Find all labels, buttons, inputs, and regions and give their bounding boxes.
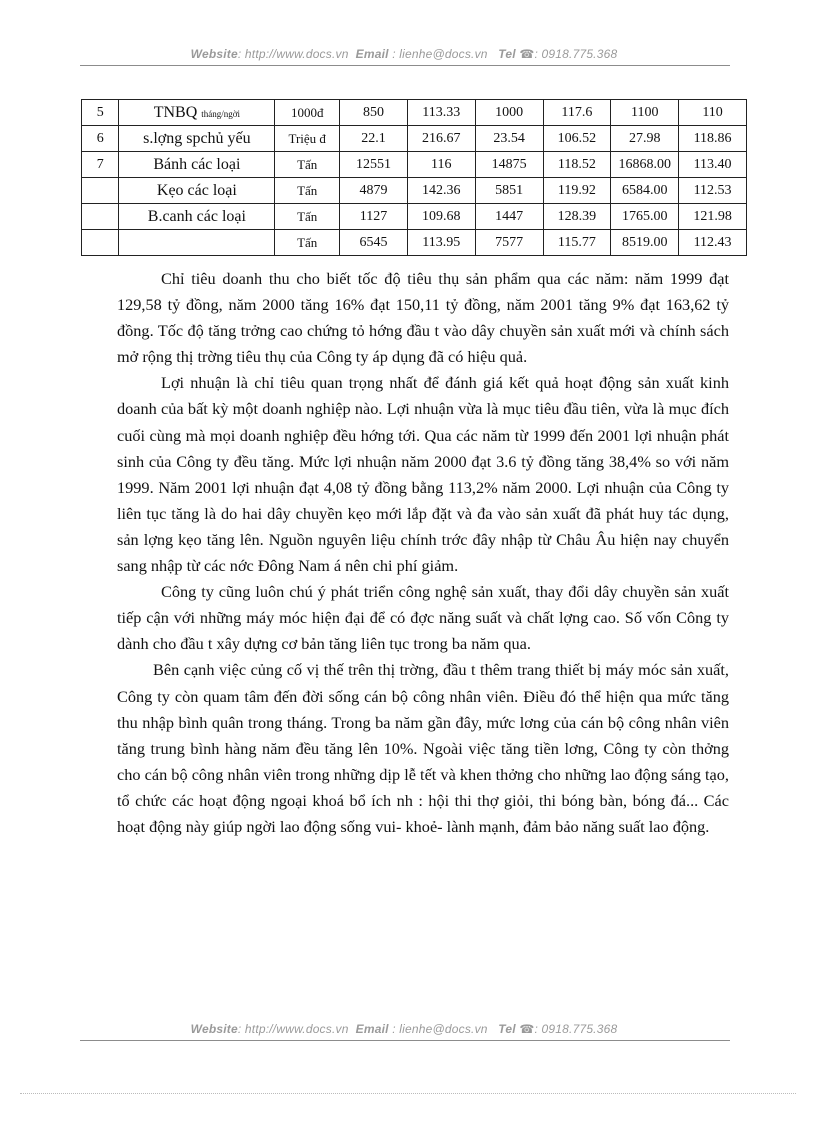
header-divider [80,65,730,66]
value-cell: 7577 [475,230,543,256]
value-cell: 1000 [475,100,543,126]
value-cell: 118.86 [679,126,747,152]
row-index-cell: 6 [82,126,119,152]
unit-cell: Tấn [275,230,340,256]
table-row [82,178,747,204]
body-text [117,266,729,840]
value-cell: 23.54 [475,126,543,152]
value-cell: 12551 [340,152,408,178]
tel-label: Tel [498,47,516,61]
item-name: Bánh các loại [153,155,241,173]
value-cell: 116 [407,152,475,178]
paragraph: Công ty cũng luôn chú ý phát triển công nghệ sản xuất, thay đổi dây chuyền sản xuất tiếp cận với những máy móc hiện đại để có đợc năng suất và chất lợng cao. Số vốn Công ty dành cho đầu t xây dựng cơ bản tăng liên tục trong ba năm qua. [117,582,729,654]
item-name-cell [119,100,275,126]
website-value: : http://www.docs.vn [237,47,349,61]
value-cell: 119.92 [543,178,611,204]
item-name-cell [119,178,275,204]
value-cell: 106.52 [543,126,611,152]
row-index-cell [82,230,119,256]
paragraph: Chỉ tiêu doanh thu cho biết tốc độ tiêu thụ sản phẩm qua các năm: năm 1999 đạt 129,58 tỷ đồng, năm 2000 tăng 16% đạt 150,11 tỷ đồng, năm 2001 tăng 9% đạt 163,62 tỷ đồng. Tốc độ tăng trởng cao chứng tỏ hớng đầu t vào dây chuyền sản xuất mới và chính sách mở rộng thị trờng tiêu thụ của Công ty áp dụng đã có hiệu quả. [117,269,729,367]
table-row [82,152,747,178]
item-name: B.canh các loại [147,207,246,225]
item-name-cell [119,152,275,178]
value-cell: 1100 [611,100,679,126]
page-edge-divider [20,1093,796,1094]
value-cell: 121.98 [679,204,747,230]
value-cell: 115.77 [543,230,611,256]
email-label: Email [355,1022,389,1036]
tel-value: : 0918.775.368 [534,47,618,61]
table-row [82,230,747,256]
table-row [82,204,747,230]
value-cell: 113.40 [679,152,747,178]
row-index-cell: 7 [82,152,119,178]
item-name-cell [119,204,275,230]
table-row [82,126,747,152]
item-name: s.lợng spchủ yếu [143,129,251,147]
phone-icon: ☎ [519,47,535,61]
value-cell: 113.33 [407,100,475,126]
tel-value: : 0918.775.368 [534,1022,618,1036]
value-cell: 110 [679,100,747,126]
value-cell: 850 [340,100,408,126]
item-name: Kẹo các loại [156,181,237,199]
table-row [82,100,747,126]
email-label: Email [355,47,389,61]
row-index-cell [82,178,119,204]
value-cell: 14875 [475,152,543,178]
value-cell: 109.68 [407,204,475,230]
paragraph: Bên cạnh việc củng cố vị thế trên thị trờng, đầu t thêm trang thiết bị máy móc sản xuất, Công ty còn quam tâm đến đời sống cán bộ công nhân viên. Điều đó thể hiện qua mức tăng thu nhập bình quân trong tháng. Trong ba năm gần đây, mức lơng của cán bộ công nhân viên tăng trung bình hàng năm đều tăng lên 10%. Ngoài việc tăng tiền lơng, Công ty còn thởng cho cán bộ công nhân viên trong những dịp lễ tết và khen thởng cho những lao động sáng tạo, tổ chức các hoạt động ngoại khoá bổ ích nh : hội thi thợ giỏi, thi bóng bàn, bóng đá... Các hoạt động này giúp ngời lao động sống vui- khoẻ- lành mạnh, đảm bảo năng suất lao động. [117,660,729,836]
tel-label: Tel [498,1022,516,1036]
item-name: TNBQ [153,103,198,121]
email-value: : lienhe@docs.vn [392,47,488,61]
website-label: Website [190,47,238,61]
value-cell: 1127 [340,204,408,230]
value-cell: 112.43 [679,230,747,256]
unit-cell: Tấn [275,204,340,230]
value-cell: 113.95 [407,230,475,256]
value-cell: 5851 [475,178,543,204]
row-index-cell: 5 [82,100,119,126]
value-cell: 117.6 [543,100,611,126]
phone-icon: ☎ [519,1022,535,1036]
value-cell: 6545 [340,230,408,256]
value-cell: 1765.00 [611,204,679,230]
value-cell: 1447 [475,204,543,230]
value-cell: 16868.00 [611,152,679,178]
page-header [80,47,728,61]
value-cell: 8519.00 [611,230,679,256]
item-name-cell [119,126,275,152]
unit-cell: Triệu đ [275,126,340,152]
value-cell: 6584.00 [611,178,679,204]
value-cell: 112.53 [679,178,747,204]
value-cell: 27.98 [611,126,679,152]
website-value: : http://www.docs.vn [237,1022,349,1036]
value-cell: 22.1 [340,126,408,152]
unit-cell: 1000đ [275,100,340,126]
item-name-suffix: tháng/ngời [201,108,241,119]
item-name-cell [119,230,275,256]
data-table [81,99,747,256]
value-cell: 128.39 [543,204,611,230]
email-value: : lienhe@docs.vn [392,1022,488,1036]
page-footer [80,1022,728,1036]
website-label: Website [190,1022,238,1036]
value-cell: 4879 [340,178,408,204]
value-cell: 142.36 [407,178,475,204]
unit-cell: Tấn [275,152,340,178]
value-cell: 118.52 [543,152,611,178]
value-cell: 216.67 [407,126,475,152]
row-index-cell [82,204,119,230]
unit-cell: Tấn [275,178,340,204]
footer-divider [80,1040,730,1041]
paragraph: Lợi nhuận là chỉ tiêu quan trọng nhất để đánh giá kết quả hoạt động sản xuất kinh doanh của bất kỳ một doanh nghiệp nào. Lợi nhuận vừa là mục tiêu đầu tiên, vừa là mục đích cuối cùng mà mọi doanh nghiệp đều hớng tới. Qua các năm từ 1999 đến 2001 lợi nhuận phát sinh của Công ty đều tăng. Mức lợi nhuận năm 2000 đạt 3.6 tỷ đồng tăng 38,4% so với năm 1999. Năm 2001 lợi nhuận đạt 4,08 tỷ đồng bằng 113,2% năm 2000. Lợi nhuận của Công ty liên tục tăng là do hai dây chuyền kẹo mới lắp đặt và đa vào sản xuất đã phát huy tác dụng, sản lợng kẹo tăng lên. Nguồn nguyên liệu chính trớc đây nhập từ Châu Âu hiện nay chuyển sang nhập từ các nớc Đông Nam á nên chi phí giảm. [117,373,729,576]
